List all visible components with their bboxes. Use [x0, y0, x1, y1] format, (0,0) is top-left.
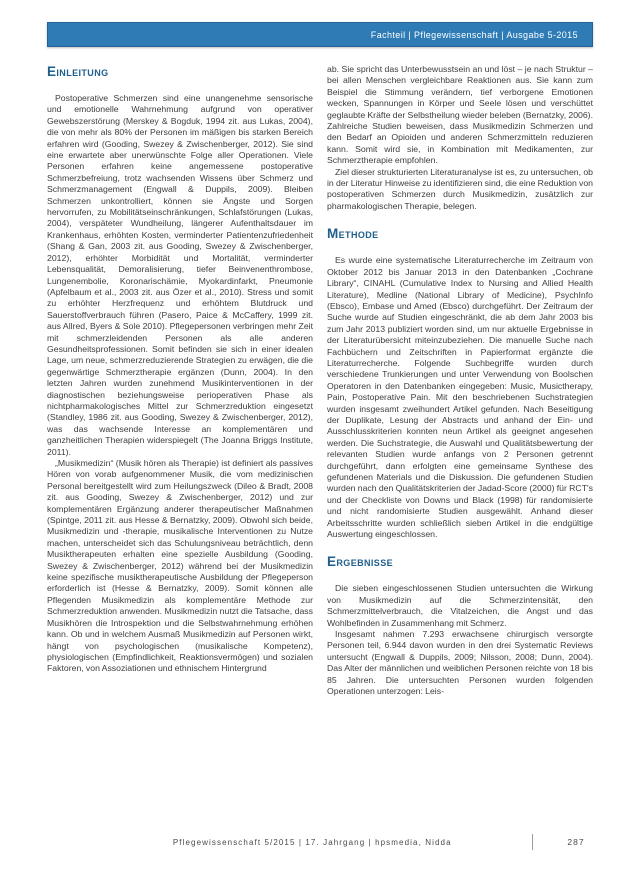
- einleitung-paragraph-1: Postoperative Schmerzen sind eine unangenehme sensorische und emotionelle Wahrnehmung aufgrund von operativer Gewebszerstörung (Merskey & Bogduk, 1994 zit. aus Lukas, 2004), die von mehr als 80% der Personen im mäßigen bis starken Bereich erfahren wird (Gooding, Swezey & Zwischenberger, 2012). Sie sind eine erwartete aber unerwünschte Folge aller Operationen. Viele Personen erfahren keine angemessene postoperative Schmerzbefreiung, trotz wachsenden Wissens über Schmerz und Schmerzmanagement (Engwall & Duppils, 2009). Bleiben Schmerzen unkontrolliert, können sie Ängste und Sorgen hervorrufen, zu Mobilitätseinschränkungen, Schlafstörungen (Lukas, 2004), verspäteter Wundheilung, längerer Aufenthaltsdauer im Krankenhaus, erhöhten Kosten, verminderter Patientenzufriedenheit (Shang & Gan, 2003 zit. aus Gooding, Swezey & Zwischenberger, 2012), erhöhter Morbidität und Mortalität, verminderter Lebensqualität, Demoralisierung, tiefer Beinvenenthrombose, Lungenembolie, Koronarischämie, Myokardinfarkt, Pneumonie (Apfelbaum et al., 2003 zit. aus Özer et al., 2010). Stress und somit zu erhöhter Herzfrequenz und erhöhtem Blutdruck und Sauerstoffverbrauch führen (Pasero, Paice & McCaffery, 1999 zit. aus Allred, Byers & Sole 2010). Pflegepersonen verbringen mehr Zeit mit schmerzleidenden Personen als alle anderen Gesundheitsprofessionen. Somit befinden sie sich in einer idealen Lage, um neue, schmerzreduzierende Strategien zu erwägen, die die gegenwärtige Schmerztherapie ergänzen (Dunn, 2004). In den letzten Jahren wurden zunehmend Musikinterventionen in der diagnostischen beziehungsweise perioperativen Phase als nichtpharmakologisches Mittel zur Schmerzreduktion eingesetzt (Standley, 1986 zit. aus Gooding, Swezey & Zwischenberger, 2012), was das wachsende Interesse an komplementären und ganzheitlichen Therapien widerspiegelt (The Joanna Briggs Institute, 2011).: [47, 93, 313, 457]
- section-heading-methode: Methode: [327, 226, 379, 242]
- ergebnisse-paragraph-1: Die sieben eingeschlossenen Studien untersuchten die Wirkung von Musikmedizin auf die Schmerzintensität, den Schmerzmittelverbrauch, die Vitalzeichen, die Angst und das Wohlbefinden in Zusammenhang mit Schmerz.: [327, 583, 593, 628]
- article-body: [47, 64, 593, 820]
- banner-issue-label: Fachteil | Pflegewissenschaft | Ausgabe 5-2015: [370, 29, 578, 40]
- left-column: [47, 64, 313, 820]
- right-column: [327, 64, 593, 820]
- einleitung-paragraph-2: „Musikmedizin“ (Musik hören als Therapie) ist definiert als passives Hören von vorab aufgenommener Musik, die vom medizinischen Personal bereitgestellt wird zum Heilungszweck (Dileo & Bradt, 2008 zit. aus Gooding, Swezey & Zwischenberger, 2012) und zur komplementären Ergänzung anderer therapeutischer Maßnahmen (Spintge, 2011 zit. aus Hesse & Bernatzky, 2009). Obwohl sich beide, Musikmedizin und -therapie, musikalische Interventionen zu Nutze machen, unterscheidet sich das Schulungsniveau beträchtlich, denn Musiktherapeuten erhalten eine spezielle Ausbildung (Gooding, Swezey & Zwischenberger, 2012) während bei der Musikmedizin keine spezifische musiktherapeutische Ausbildung der Pflegeperson erforderlich ist (Hesse & Bernatzky, 2009). Somit können alle Pflegenden Musikmedizin als komplementäre Methode zur Schmerzreduktion anwenden. Musikmedizin nutzt die Tatsache, dass Musikhören die Introspektion und die Selbstwahrnehmung erhöhen kann. Ob und in welchem Ausmaß Musikmedizin auf Personen wirkt, hängt von psychologischen (musikalische Kompetenz), physiologischen (Empfindlichkeit, Reaktionsvermögen) und sozialen Faktoren, von Assoziationen und ethnischem Hintergrund: [47, 458, 313, 674]
- page-footer: [47, 834, 593, 850]
- einleitung-goal-paragraph: Ziel dieser strukturierten Literaturanalyse ist es, zu untersuchen, ob in der Literatur Hinweise zu identifizieren sind, die eine Reduktion von postoperativen Schmerzen durch Musikmedizin, zusätzlich zur pharmakologischen Therapie, belegen.: [327, 166, 593, 211]
- methode-paragraph-1: Es wurde eine systematische Literaturrecherche im Zeitraum von Oktober 2012 bis Januar 2013 in den Datenbanken „Cochrane Library“, CINAHL (Cumulative Index to Nursing and Allied Health Literature), Medline (National Library of Medicine), PsychInfo (Ebsco), Embase und Amed (Ebsco) durchgeführt. Der Zeitraum der Suche wurde auf Studien eingeschränkt, die ab dem Jahr 2003 bis zum Jahr 2013 publiziert worden sind, um nur aktuelle Ergebnisse in der Literaturübersicht miteinzubeziehen. Die manuelle Suche nach Fachbüchern und Zeitschriften in Papierformat ergänzte die Literaturrecherche. Folgende Suchbegriffe wurden durch verschiedene Trunkierungen und unter Verwendung von Boolschen Operatoren in den Datenbanken eingegeben: Music, Musictherapy, Pain, Postoperative Pain. Mit den beschriebenen Suchstrategien wurden insgesamt zweihundert Artikel gefunden. Nach Beseitigung der Duplikate, Lesung der Abstracts und anhand der Ein- und Ausschlusskriterien konnten neun Artikel als geeignet angesehen werden. Die Suchstrategie, die Auswahl und Qualitätsbewertung der relevanten Studien wurde anfangs von 2 Personen getrennt durchgeführt, dann erfolgten eine gemeinsame Synthese des gefundenen Materials und die Diskussion. Die gefundenen Studien wurden nach den Qualitätskriterien der Jadad-Score (2000) für RCT's und der Checkliste von Downs und Black (1998) für randomisierte und nicht randomisierte Studien ausgewählt. Anhand dieser Arbeitsschritte wurden schließlich sieben Artikel in die endgültige Auswertung eingeschlossen.: [327, 255, 593, 540]
- ergebnisse-paragraph-2: Insgesamt nahmen 7.293 erwachsene chirurgisch versorgte Personen teil, 6.944 davon wurden in den drei Systematic Reviews untersucht (Engwall & Duppils, 2009; Nilsson, 2008; Dunn, 2004). Das Alter der männlichen und weiblichen Personen reichte von 18 bis 85 Jahren. Die untersuchten Personen wurden folgenden Operationen unterzogen: Leis-: [327, 629, 593, 697]
- footer-divider: [532, 834, 534, 850]
- footer-journal-info: Pflegewissenschaft 5/2015 | 17. Jahrgang | hpsmedia, Nidda: [172, 837, 452, 847]
- journal-header-banner: [47, 22, 593, 47]
- einleitung-continuation-paragraph: ab. Sie spricht das Unterbewusstsein an und löst – je nach Struktur – bei allen Menschen vergleichbare Reaktionen aus. Sie kann zum Beispiel die Stimmung verändern, tief verborgene Emotionen wecken, Spannungen in Körper und Seele lösen und verschüttet geglaubte Kräfte der Selbstheilung wieder beleben (Bernatzky, 2006). Zahlreiche Studien beweisen, dass Musikmedizin Schmerzen und den Bedarf an Opioiden und anderen Schmerzmitteln reduzieren kann. Somit wird sie, in Kombination mit Medikamenten, zur Schmerztherapie empfohlen.: [327, 64, 593, 166]
- page-number: 287: [567, 837, 585, 847]
- section-heading-einleitung: Einleitung: [47, 64, 109, 79]
- section-heading-ergebnisse: Ergebnisse: [327, 554, 394, 570]
